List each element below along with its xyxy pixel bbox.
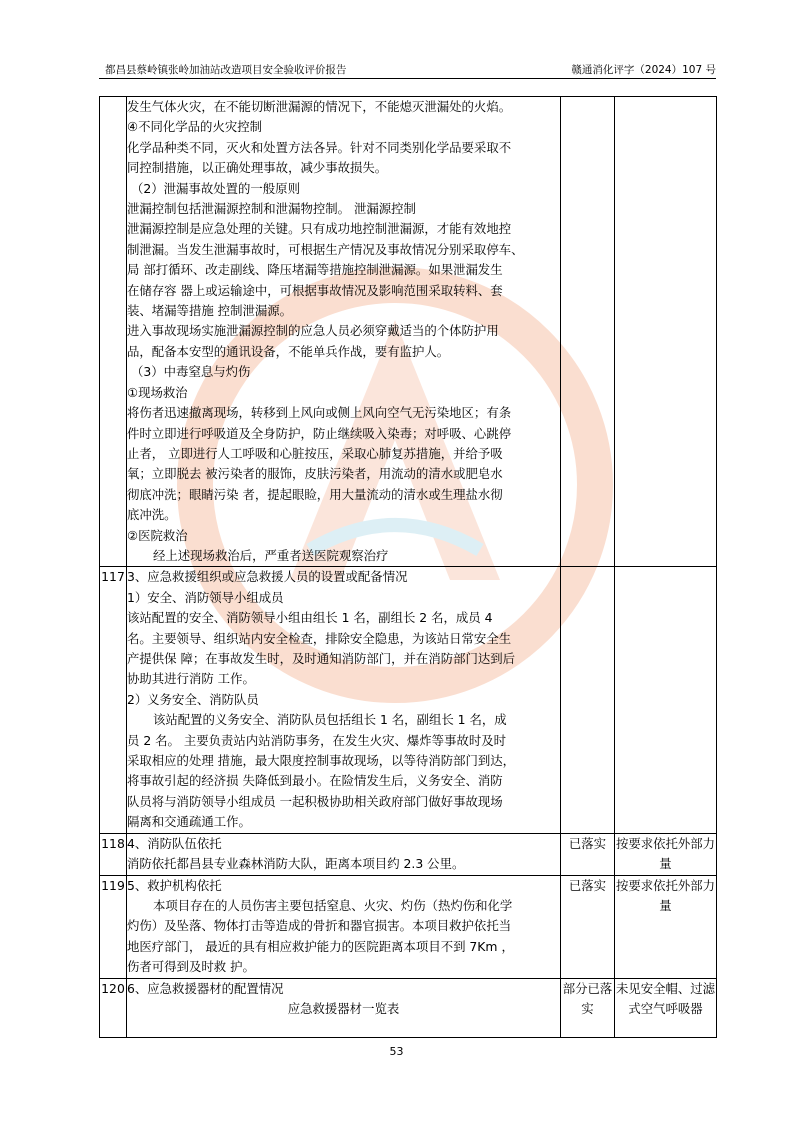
row-number: 118	[100, 833, 127, 875]
content-line: 该站配置的义务安全、消防队员包括组长 1 名，副组长 1 名，成	[153, 712, 507, 728]
content-line: （2）泄漏事故处置的一般原则	[131, 180, 300, 196]
table-row	[100, 97, 717, 567]
row-number: 117	[100, 567, 127, 833]
row-note	[615, 97, 717, 567]
content-line: 伤者可得到及时救 护。	[127, 959, 255, 975]
row-number: 120	[100, 978, 127, 1037]
content-line: ④不同化学品的火灾控制	[127, 119, 263, 135]
content-line: 泄漏源控制是应急处理的关键。只有成功地控制泄漏源，才能有效地控	[127, 221, 512, 237]
content-line: 经上述现场救治后，严重者送医院观察治疗	[153, 547, 389, 563]
content-line: 隔离和交通疏通工作。	[127, 814, 251, 830]
row-note: 按要求依托外部力量	[615, 875, 717, 978]
page-header	[99, 60, 716, 78]
content-line: 将事故引起的经济损 失降低到最小。在险情发生后，义务安全、消防	[127, 773, 503, 789]
content-line: 3、应急救援组织或应急救援人员的设置或配备情况	[127, 569, 408, 585]
content-line: 彻底冲洗；眼睛污染 者，提起眼睑，用大量流动的清水或生理盐水彻	[127, 486, 503, 502]
content-line: 在储存容 器上或运输途中，可根据事故情况及影响范围采取转料、套	[127, 282, 503, 298]
table-row	[100, 978, 717, 1037]
content-line: 员 2 名。 主要负责站内站消防事务，在发生火灾、爆炸等事故时及时	[127, 732, 507, 748]
table-row	[100, 567, 717, 833]
content-line: 产提供保 障；在事故发生时，及时通知消防部门，并在消防部门达到后	[127, 650, 516, 666]
content-line: 2）义务安全、消防队员	[127, 691, 259, 707]
content-line: 品，配备本安型的通讯设备，不能单兵作战，要有监护人。	[127, 343, 450, 359]
row-status	[561, 97, 615, 567]
row-status: 部分已落实	[561, 978, 615, 1037]
report-number: 赣通消化评字（2024）107 号	[571, 64, 716, 76]
content-line: 装、堵漏等措施 控制泄漏源。	[127, 303, 293, 319]
content-line: 5、救护机构依托	[127, 877, 222, 893]
content-line: 同控制措施，以正确处理事故，减少事故损失。	[127, 160, 388, 176]
content-line: ②医院救治	[127, 527, 188, 543]
content-line: 名。主要领导、组织站内安全检查，排除安全隐患，为该站日常安全生	[127, 630, 512, 646]
content-line: 该站配置的安全、消防领导小组由组长 1 名，副组长 2 名，成员 4	[127, 610, 493, 626]
page-number: 53	[389, 1045, 404, 1058]
row-status	[561, 567, 615, 833]
row-content	[127, 875, 561, 978]
row-number: 119	[100, 875, 127, 978]
content-line: 消防依托都昌县专业森林消防大队，距离本项目约 2.3 公里。	[127, 856, 465, 872]
content-line: 底冲洗。	[127, 507, 177, 523]
content-line: 本项目存在的人员伤害主要包括窒息、火灾、灼伤（热灼伤和化学	[153, 898, 513, 914]
content-line: （3）中毒窒息与灼伤	[131, 364, 251, 380]
evaluation-table	[99, 96, 717, 1038]
table-row	[100, 875, 717, 978]
report-title: 都昌县蔡岭镇张岭加油站改造项目安全验收评价报告	[105, 64, 347, 76]
row-note	[615, 567, 717, 833]
row-note: 按要求依托外部力量	[615, 833, 717, 875]
row-status: 已落实	[561, 875, 615, 978]
row-content	[127, 833, 561, 875]
content-line: 发生气体火灾，在不能切断泄漏源的情况下，不能熄灭泄漏处的火焰。	[127, 99, 512, 114]
content-line: 灼伤）及坠落、物体打击等造成的骨折和器官损害。本项目救护依托当	[127, 918, 512, 934]
content-line: 1）安全、消防领导小组成员	[127, 589, 284, 605]
content-line: 止者， 立即进行人工呼吸和心脏按压，采取心肺复苏措施，并给予吸	[127, 445, 503, 461]
content-line: 制泄漏。当发生泄漏事故时，可根据生产情况及事故情况分别采取停车、	[127, 241, 524, 257]
row-number	[100, 97, 127, 567]
content-line: 应急救援器材一览表	[287, 1001, 400, 1017]
content-line: 件时立即进行呼吸道及全身防护，防止继续吸入染毒；对呼吸、心跳停	[127, 425, 512, 441]
content-line: 氧；立即脱去 被污染者的服饰，皮肤污染者，用流动的清水或肥皂水	[127, 466, 503, 482]
header-divider	[99, 78, 716, 79]
content-line: 6、应急救援器材的配置情况	[127, 980, 284, 996]
content-line: 队员将与消防领导小组成员 一起积极协助相关政府部门做好事故现场	[127, 793, 503, 809]
table-row	[100, 833, 717, 875]
content-line: 将伤者迅速撤离现场，转移到上风向或侧上风向空气无污染地区；有条	[127, 405, 512, 421]
content-line: 协助其进行消防 工作。	[127, 671, 255, 687]
row-content	[127, 97, 561, 567]
content-line: 泄漏控制包括泄漏源控制和泄漏物控制。 泄漏源控制	[127, 201, 416, 217]
content-line: 4、消防队伍依托	[127, 835, 222, 851]
content-line: 进入事故现场实施泄漏源控制的应急人员必须穿戴适当的个体防护用	[127, 323, 499, 339]
content-line: 地医疗部门， 最近的具有相应救护能力的医院距离本项目不到 7Km ，	[127, 938, 514, 954]
row-content	[127, 567, 561, 833]
content-line: 局 部打循环、改走副线、降压堵漏等措施控制泄漏源。如果泄漏发生	[127, 262, 503, 278]
content-line: 采取相应的处理 措施，最大限度控制事故现场，以等待消防部门到达，	[127, 753, 516, 768]
content-line: 化学品种类不同，灭火和处置方法各异。针对不同类别化学品要采取不	[127, 139, 512, 155]
row-content	[127, 978, 561, 1037]
content-line: ①现场救治	[127, 384, 188, 400]
row-note: 未见安全帽、过滤式空气呼吸器	[615, 978, 717, 1037]
row-status: 已落实	[561, 833, 615, 875]
